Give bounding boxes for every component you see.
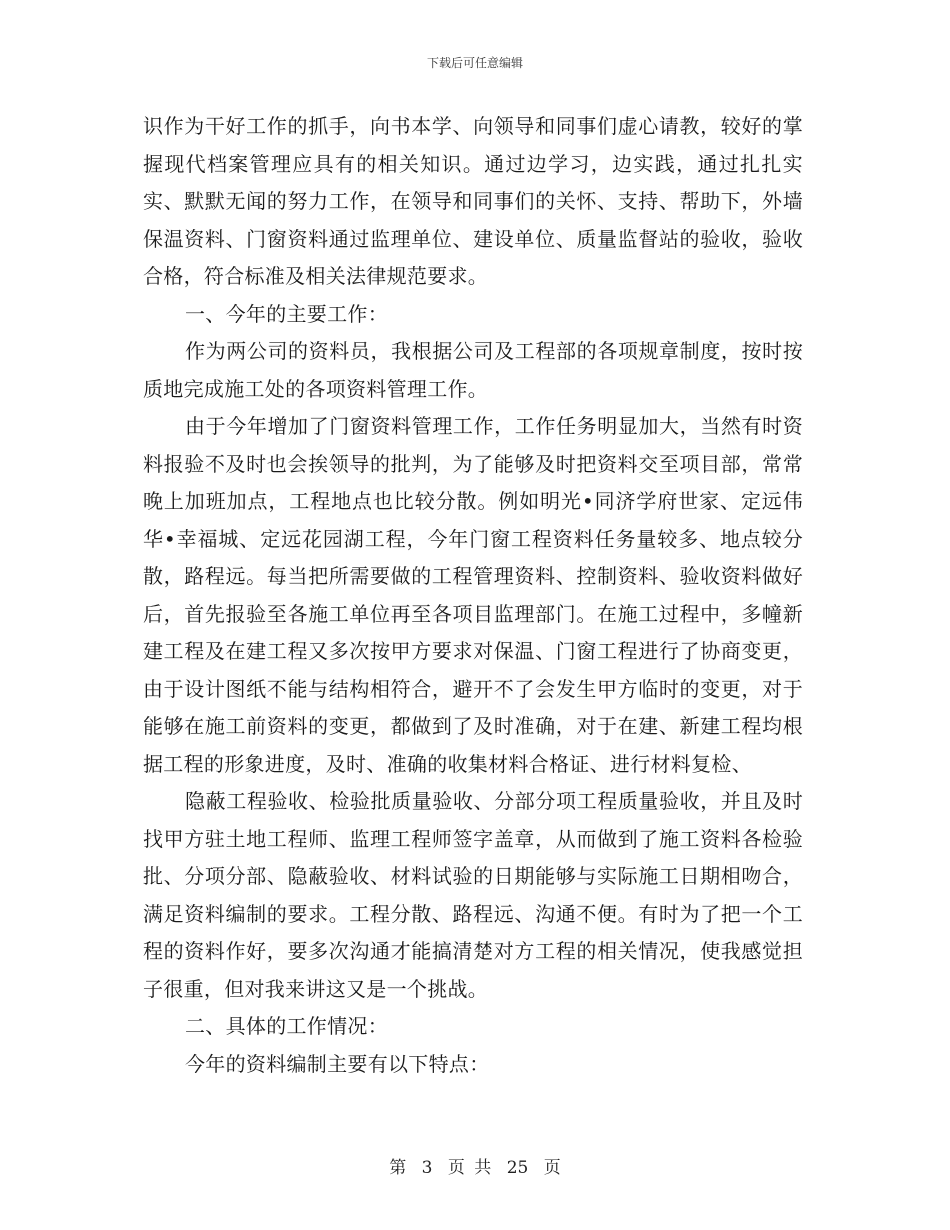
paragraph: 识作为干好工作的抓手，向书本学、向领导和同事们虚心请教，较好的掌握现代档案管理应具有的相关知识。通过边学习，边实践，通过扎扎实实、默默无闻的努力工作，在领导和同事们的关怀、支持、帮助下，外墙保温资料、门窗资料通过监理单位、建设单位、质量监督站的验收，验收合格，符合标准及相关法律规范要求。 — [143, 114, 803, 288]
footer-suffix: 页 — [543, 1158, 561, 1178]
page-header: 下载后可任意编辑 — [426, 56, 523, 70]
paragraph: 今年的资料编制主要有以下特点： — [185, 1051, 490, 1076]
page-footer — [0, 1153, 950, 1178]
paragraph: 由于今年增加了门窗资料管理工作，工作任务明显加大，当然有时资料报验不及时也会挨领导的批判，为了能够及时把资料交至项目部，常常晚上加班加点，工程地点也比较分散。例如明光•同济学府世家、定远伟华•幸福城、定远花园湖工程，今年门窗工程资料任务量较多、地点较分散，路程远。每当把所需要做的工程管理资料、控制资料、验收资料做好后，首先报验至各施工单位再至各项目监理部门。在施工过程中，多幢新建工程及在建工程又多次按甲方要求对保温、门窗工程进行了协商变更，由于设计图纸不能与结构相符合，避开不了会发生甲方临时的变更，对于能够在施工前资料的变更，都做到了及时准确，对于在建、新建工程均根据工程的形象进度，及时、准确的收集材料合格证、进行材料复检、 — [143, 414, 803, 776]
footer-prefix: 第 — [389, 1158, 407, 1178]
current-page-number: 3 — [421, 1158, 433, 1178]
paragraph: 隐蔽工程验收、检验批质量验收、分部分项工程质量验收，并且及时找甲方驻土地工程师、监理工程师签字盖章，从而做到了施工资料各检验批、分项分部、隐蔽验收、材料试验的日期能够与实际施工日期相吻合，满足资料编制的要求。工程分散、路程远、沟通不便。有时为了把一个工程的资料作好，要多次沟通才能搞清楚对方工程的相关情况，使我感觉担子很重，但对我来讲这又是一个挑战。 — [143, 789, 803, 1001]
paragraph: 作为两公司的资料员，我根据公司及工程部的各项规章制度，按时按质地完成施工处的各项资料管理工作。 — [143, 339, 803, 401]
total-page-count: 25 — [506, 1158, 529, 1178]
section-heading: 一、今年的主要工作： — [185, 301, 388, 326]
footer-middle: 页 共 — [447, 1158, 492, 1178]
document-body — [143, 108, 803, 1083]
section-heading: 二、具体的工作情况： — [185, 1014, 388, 1038]
